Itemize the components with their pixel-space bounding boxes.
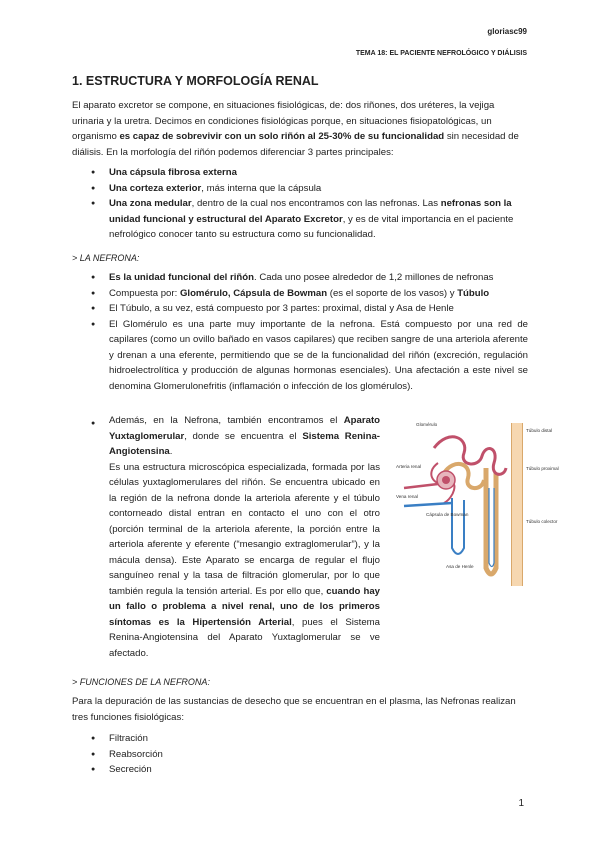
label-tubulo-colector: Túbulo colector: [526, 519, 558, 524]
kidney-parts-list: [72, 165, 528, 243]
label-tubulo-distal: Túbulo distal: [526, 428, 553, 433]
list-item: ● El Túbulo, a su vez, está compuesto por 3 partes: proximal, distal y Asa de Henle: [72, 301, 528, 317]
list-item: ● Una corteza exterior, más interna que la cápsula: [72, 181, 528, 197]
glomerulus-core-shape: [442, 476, 450, 484]
aparato-paragraph: Además, en la Nefrona, también encontramos el Aparato Yuxtaglomerular, donde se encuentra el Sistema Renina-Angiotensina. Es una estructura microscópica especializada, formada por las células yuxtaglomerulares del riñón. Se encuentra ubicado en la región de la nefrona donde la arteriola aferente y el túbulo contorneado distal entran en contacto el uno con el otro (porción terminal de la arteriola aferente, la porción entre la arteriola aferente y eferente (“mesangio extraglomerular”), y la mácula densa). Este Aparato se encarga de regular el flujo sanguíneo renal y la tasa de filtración glomerular, por lo que también regula la tensión arterial. Es por ello que, cuando hay un fallo o problema a nivel renal, uno de los primeros síntomas es la Hipertensión Arterial, pues el Sistema Renina-Angiotensina del Aparato Yuxtaglomerular se ve afectado.: [109, 415, 380, 659]
label-glomerulo: Glomérulo: [416, 422, 438, 427]
section-title: 1. ESTRUCTURA Y MORFOLOGÍA RENAL: [72, 74, 319, 88]
header-username: gloriasc99: [487, 27, 527, 36]
nefrona-list: [72, 270, 528, 394]
funciones-intro: Para la depuración de las sustancias de desecho que se encuentran en el plasma, las Nefronas realizan tres funciones fisiológicas:: [72, 696, 516, 723]
funciones-list: [72, 731, 528, 778]
nefrona-label: > LA NEFRONA:: [72, 253, 140, 263]
funciones-label: > FUNCIONES DE LA NEFRONA:: [72, 677, 210, 687]
list-item: ● Reabsorción: [72, 747, 528, 763]
list-item: ● Filtración: [72, 731, 528, 747]
list-item: ● Secreción: [72, 762, 528, 778]
label-tubulo-proximal: Túbulo proximal: [526, 466, 559, 471]
bullet-icon: ●: [91, 420, 96, 427]
list-item: ● Es la unidad funcional del riñón. Cada uno posee alrededor de 1,2 millones de nefronas: [72, 270, 528, 286]
intro-paragraph: El aparato excretor se compone, en situaciones fisiológicas, de: dos riñones, dos uréteres, la vejiga urinaria y la uretra. Decimos en condiciones fisiológicas porque, en situaciones fisiopatológicas, un organismo es capaz de sobrevivir con un solo riñón al 25-30% de su funcionalidad sin necesidad de diálisis. En la morfología del riñón podemos diferenciar 3 partes principales:: [72, 100, 519, 158]
page-number: 1: [518, 798, 524, 809]
label-arteria-renal: Arteria renal: [396, 464, 422, 469]
list-item: ● Una cápsula fibrosa externa: [72, 165, 528, 181]
nephron-diagram: [394, 418, 559, 588]
collecting-tubule-fill: [512, 423, 522, 586]
list-item: ● Una zona medular, dentro de la cual nos encontramos con las nefronas. Las nefronas son la unidad funcional y estructural del Aparato Excretor, y es de vital importancia en el paciente nefrológico conocer tanto su estructura como su funcionalidad.: [72, 196, 528, 243]
label-capsula-bowman: Cápsula de Bowman: [426, 512, 469, 517]
list-item: ● Compuesta por: Glomérulo, Cápsula de Bowman (es el soporte de los vasos) y Túbulo: [72, 286, 528, 302]
header-topic: TEMA 18: EL PACIENTE NEFROLÓGICO Y DIÁLISIS: [355, 50, 527, 57]
list-item: ● El Glomérulo es una parte muy importante de la nefrona. Está compuesto por una red de capilares (como un ovillo bañado en vasos capilares) que reciben sangre de una arteriola aferente y drenan a una eferente, permitiendo que se de la funcionalidad del riñón (excreción, regulación hidroelectrolítica y producción de algunas hormonas esenciales). Una afectación a este nivel se denomina Glomerulonefritis (inflamación o infección de los glomérulos).: [72, 317, 528, 395]
label-vena-renal: Vena renal: [396, 494, 418, 499]
label-asa-henle: Asa de Henle: [446, 564, 474, 569]
